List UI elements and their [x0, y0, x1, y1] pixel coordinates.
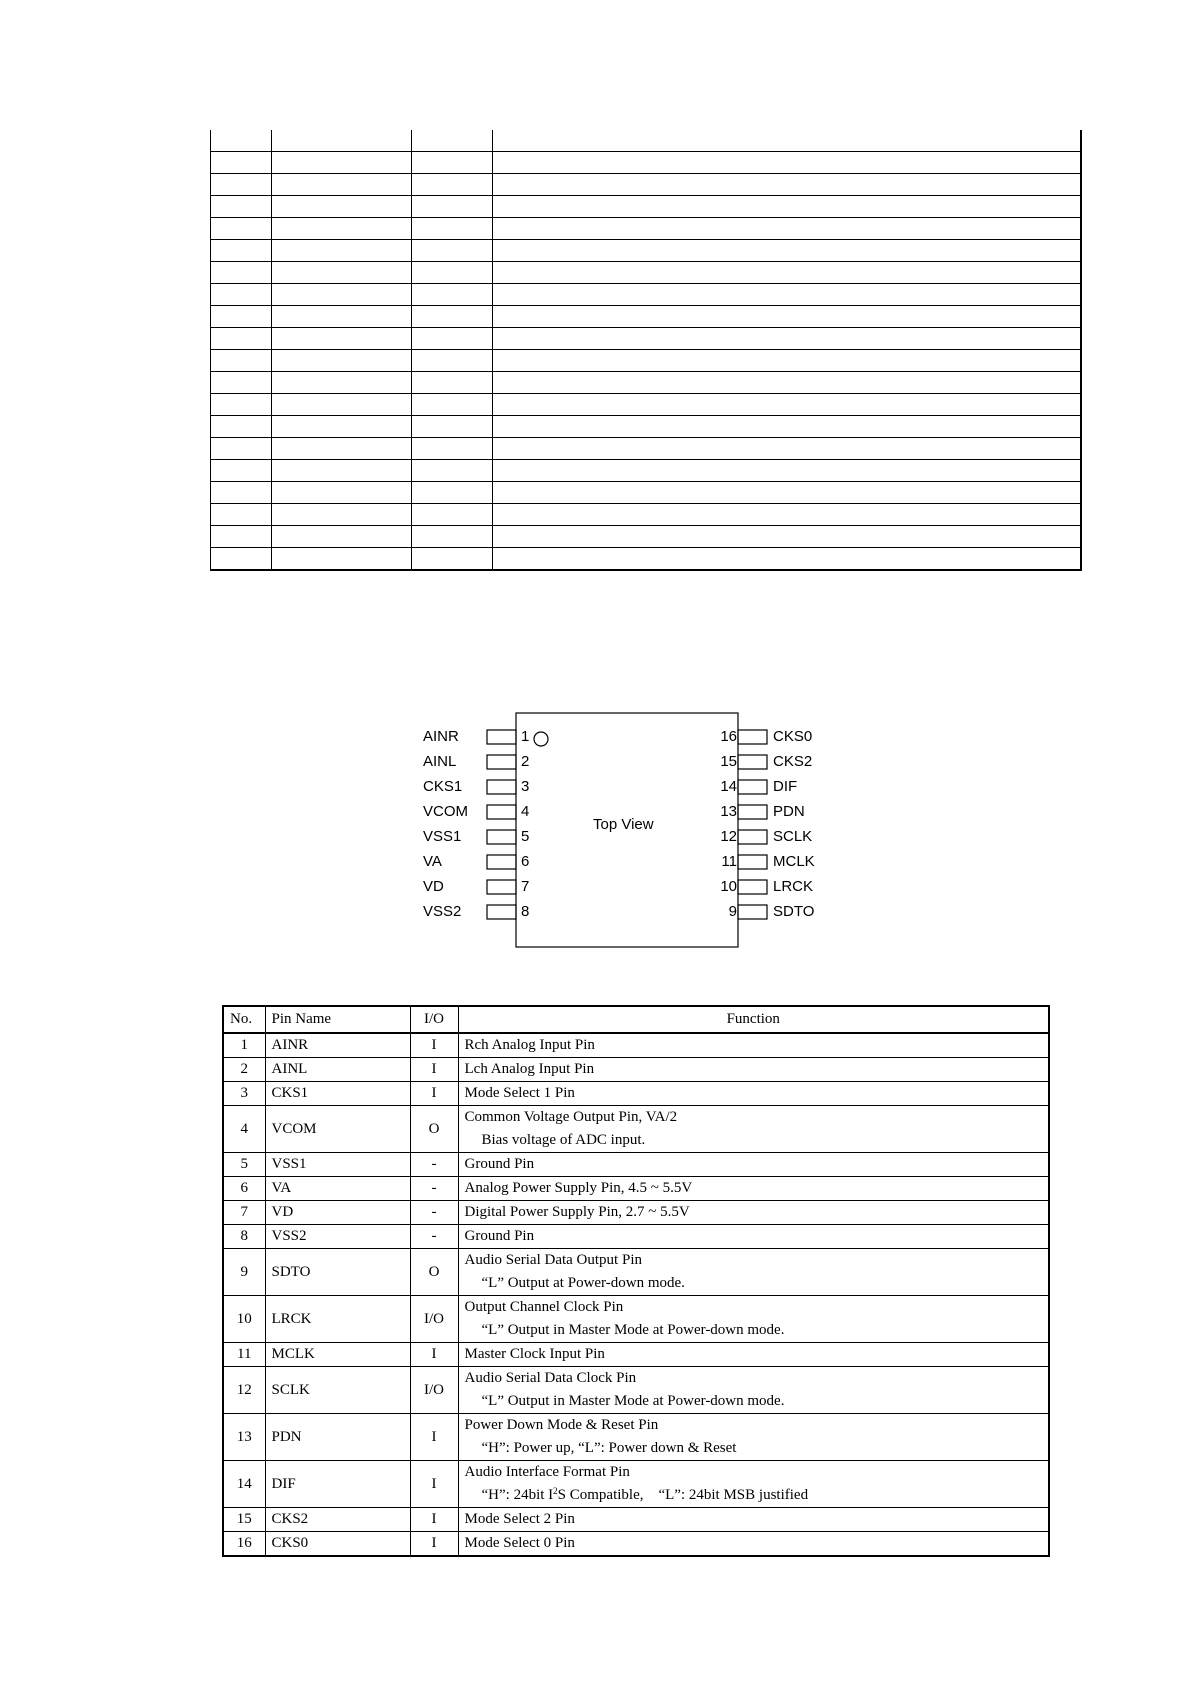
- function-note-part: S Compatible, “L”: 24bit MSB justified: [557, 1487, 809, 1503]
- pin-name-cell: AINR: [265, 1033, 410, 1058]
- pin-function-cell: [458, 1367, 1049, 1414]
- pin-name-label: CKS0: [773, 728, 813, 745]
- function-description: Ground Pin: [464, 1228, 535, 1244]
- pin-number: 6: [521, 853, 530, 870]
- pin-io-cell: O: [410, 1106, 458, 1153]
- blank-table-row: [211, 372, 1081, 394]
- blank-table-row: [211, 504, 1081, 526]
- header-function: Function: [458, 1006, 1049, 1033]
- pin-name-label: VSS2: [423, 903, 462, 920]
- pin-table-row: [223, 1058, 1049, 1082]
- pin-number: 12: [720, 828, 737, 845]
- blank-table-cell: [211, 504, 272, 526]
- function-description: Power Down Mode & Reset Pin: [464, 1417, 659, 1433]
- blank-table-cell: [272, 548, 412, 571]
- blank-table-cell: [412, 174, 493, 196]
- pin-number: 7: [521, 878, 530, 895]
- pin-io-cell: -: [410, 1225, 458, 1249]
- blank-table-cell: [272, 262, 412, 284]
- pin-number: 4: [521, 803, 530, 820]
- pin-number: 15: [720, 753, 737, 770]
- pin-number: 3: [521, 778, 530, 795]
- pin-io-cell: -: [410, 1201, 458, 1225]
- blank-table-cell: [211, 218, 272, 240]
- pin-name-label: MCLK: [773, 853, 815, 870]
- pin-table-row: [223, 1414, 1049, 1461]
- blank-table-cell: [412, 460, 493, 482]
- blank-table-row: [211, 460, 1081, 482]
- pin-number: 8: [521, 903, 530, 920]
- pin-number: 1: [521, 728, 530, 745]
- pin-name-cell: CKS2: [265, 1508, 410, 1532]
- pin-name-label: CKS2: [773, 753, 813, 770]
- pin-number: 16: [720, 728, 737, 745]
- blank-table-cell: [412, 526, 493, 548]
- pin-io-cell: I: [410, 1508, 458, 1532]
- pin-table-row: [223, 1082, 1049, 1106]
- blank-table-cell: [272, 482, 412, 504]
- blank-table-cell: [211, 416, 272, 438]
- pin-name-label: VA: [423, 853, 442, 870]
- function-description: Audio Serial Data Output Pin: [464, 1252, 642, 1268]
- blank-table-cell: [272, 152, 412, 174]
- pin-name-label: DIF: [773, 778, 798, 795]
- function-description: Audio Serial Data Clock Pin: [464, 1370, 637, 1386]
- blank-table-cell: [412, 350, 493, 372]
- pin-name-cell: AINL: [265, 1058, 410, 1082]
- function-description: Audio Interface Format Pin: [464, 1464, 630, 1480]
- pin-table-row: [223, 1177, 1049, 1201]
- pin-io-cell: I: [410, 1033, 458, 1058]
- blank-table-cell: [211, 438, 272, 460]
- pin-number: 5: [521, 828, 530, 845]
- blank-table-cell: [493, 196, 1081, 218]
- blank-table-cell: [412, 262, 493, 284]
- pin-function-cell: [458, 1532, 1049, 1557]
- blank-table-cell: [493, 284, 1081, 306]
- blank-table-cell: [211, 328, 272, 350]
- pin-name-cell: VD: [265, 1201, 410, 1225]
- blank-table-cell: [412, 482, 493, 504]
- blank-table-row: [211, 416, 1081, 438]
- function-note: “L” Output in Master Mode at Power-down mode.: [481, 1322, 785, 1338]
- blank-table-cell: [412, 504, 493, 526]
- blank-table-cell: [493, 482, 1081, 504]
- blank-table-row: [211, 306, 1081, 328]
- blank-table-cell: [493, 350, 1081, 372]
- blank-table-cell: [412, 548, 493, 571]
- blank-table-cell: [211, 240, 272, 262]
- blank-table-row: [211, 174, 1081, 196]
- pin-number-cell: 3: [223, 1082, 265, 1106]
- blank-table-cell: [272, 416, 412, 438]
- pin-name-cell: SCLK: [265, 1367, 410, 1414]
- blank-table-cell: [493, 306, 1081, 328]
- pin-pad-left: [487, 780, 516, 794]
- blank-table-cell: [493, 240, 1081, 262]
- blank-table-cell: [412, 152, 493, 174]
- pin-number-cell: 16: [223, 1532, 265, 1557]
- function-note-superscript: 2: [553, 1486, 558, 1496]
- blank-table-cell: [211, 548, 272, 571]
- blank-table-row: [211, 350, 1081, 372]
- blank-table-cell: [272, 218, 412, 240]
- pin-table-row: [223, 1201, 1049, 1225]
- blank-table-cell: [412, 372, 493, 394]
- blank-table-cell: [493, 460, 1081, 482]
- pin-io-cell: I: [410, 1414, 458, 1461]
- function-note-part: “H”: 24bit I: [481, 1487, 554, 1503]
- function-note: “L” Output in Master Mode at Power-down mode.: [481, 1393, 785, 1409]
- pin-number-cell: 2: [223, 1058, 265, 1082]
- blank-table-cell: [412, 328, 493, 350]
- blank-table-row: [211, 152, 1081, 174]
- blank-table-cell: [211, 350, 272, 372]
- blank-table-cell: [412, 196, 493, 218]
- pin-function-cell: [458, 1225, 1049, 1249]
- pin-table-body: [223, 1033, 1049, 1556]
- function-note: [465, 1484, 1043, 1507]
- pin-function-cell: [458, 1033, 1049, 1058]
- pin-function-cell: [458, 1414, 1049, 1461]
- function-description: Master Clock Input Pin: [464, 1346, 605, 1362]
- pin-pad-right: [738, 730, 767, 744]
- pin-io-cell: -: [410, 1153, 458, 1177]
- blank-table-cell: [412, 306, 493, 328]
- blank-table-cell: [211, 284, 272, 306]
- function-description: Mode Select 0 Pin: [464, 1535, 575, 1551]
- pin-function-cell: [458, 1296, 1049, 1343]
- pin-number: 2: [521, 753, 530, 770]
- pin-function-cell: [458, 1153, 1049, 1177]
- pin-name-cell: VA: [265, 1177, 410, 1201]
- pin-pad-right: [738, 855, 767, 869]
- pin-name-cell: VCOM: [265, 1106, 410, 1153]
- pin-number-cell: 11: [223, 1343, 265, 1367]
- pin-number-cell: 10: [223, 1296, 265, 1343]
- blank-table-cell: [211, 394, 272, 416]
- pin-name-label: AINL: [423, 753, 457, 770]
- blank-table-cell: [412, 240, 493, 262]
- blank-table-row: [211, 394, 1081, 416]
- function-description: Mode Select 2 Pin: [464, 1511, 575, 1527]
- pin-number-cell: 6: [223, 1177, 265, 1201]
- pin-number: 10: [720, 878, 737, 895]
- blank-table-cell: [412, 284, 493, 306]
- pin-function-cell: [458, 1508, 1049, 1532]
- blank-table-cell: [493, 504, 1081, 526]
- pin-table-row: [223, 1532, 1049, 1557]
- pin-table-row: [223, 1296, 1049, 1343]
- blank-table: [210, 130, 1082, 571]
- pin-pad-right: [738, 805, 767, 819]
- pin-number-cell: 15: [223, 1508, 265, 1532]
- blank-table-row: [211, 328, 1081, 350]
- pin-pad-left: [487, 830, 516, 844]
- pin-name-label: SCLK: [773, 828, 813, 845]
- pin-io-cell: -: [410, 1177, 458, 1201]
- blank-table-cell: [272, 438, 412, 460]
- function-description: Common Voltage Output Pin, VA/2: [464, 1109, 678, 1125]
- pin-function-cell: [458, 1201, 1049, 1225]
- blank-table-cell: [412, 438, 493, 460]
- function-note: “H”: Power up, “L”: Power down & Reset: [481, 1440, 737, 1456]
- blank-table-cell: [493, 174, 1081, 196]
- pin-pad-left: [487, 855, 516, 869]
- pin-name-cell: CKS1: [265, 1082, 410, 1106]
- pin-name-cell: SDTO: [265, 1249, 410, 1296]
- pin-table-row: [223, 1508, 1049, 1532]
- blank-table-cell: [272, 460, 412, 482]
- pin-io-cell: I/O: [410, 1367, 458, 1414]
- pin-number-cell: 5: [223, 1153, 265, 1177]
- pin-name-cell: DIF: [265, 1461, 410, 1508]
- blank-table-cell: [272, 372, 412, 394]
- pin-table-row: [223, 1249, 1049, 1296]
- function-description: Analog Power Supply Pin, 4.5 ~ 5.5V: [464, 1180, 693, 1196]
- pin-number-cell: 14: [223, 1461, 265, 1508]
- function-description: Mode Select 1 Pin: [464, 1085, 575, 1101]
- blank-table-cell: [493, 416, 1081, 438]
- pin-table-row: [223, 1343, 1049, 1367]
- pin-pad-left: [487, 730, 516, 744]
- blank-table-cell: [272, 284, 412, 306]
- pin-number: 11: [721, 853, 737, 870]
- pin-name-cell: PDN: [265, 1414, 410, 1461]
- pin-name-label: VSS1: [423, 828, 462, 845]
- pin-number: 14: [720, 778, 737, 795]
- blank-table-cell: [493, 262, 1081, 284]
- pin-table-header: [223, 1006, 1049, 1033]
- blank-table-cell: [211, 306, 272, 328]
- pin-name-cell: VSS2: [265, 1225, 410, 1249]
- blank-table-row: [211, 218, 1081, 240]
- pin-function-cell: [458, 1177, 1049, 1201]
- blank-table-cell: [272, 350, 412, 372]
- blank-table-body: [211, 130, 1081, 570]
- pin-name-label: VD: [423, 878, 444, 895]
- pin-pad-left: [487, 905, 516, 919]
- pin-name-cell: CKS0: [265, 1532, 410, 1557]
- function-description: Digital Power Supply Pin, 2.7 ~ 5.5V: [464, 1204, 690, 1220]
- header-no: No.: [223, 1006, 265, 1033]
- blank-table-cell: [272, 504, 412, 526]
- pin-pad-right: [738, 905, 767, 919]
- blank-table-cell: [493, 218, 1081, 240]
- blank-table-cell: [272, 196, 412, 218]
- function-description: Rch Analog Input Pin: [464, 1037, 595, 1053]
- blank-table-row: [211, 196, 1081, 218]
- blank-table-row: [211, 438, 1081, 460]
- pin-io-cell: I/O: [410, 1296, 458, 1343]
- pin-number-cell: 7: [223, 1201, 265, 1225]
- pin-diagram: [400, 700, 840, 960]
- pin-pad-left: [487, 755, 516, 769]
- pin-function-table: [222, 1005, 1050, 1557]
- function-note: “L” Output at Power-down mode.: [481, 1275, 685, 1291]
- blank-table-cell: [493, 328, 1081, 350]
- blank-table-cell: [211, 460, 272, 482]
- function-description: Ground Pin: [464, 1156, 535, 1172]
- pin-table-row: [223, 1461, 1049, 1508]
- function-note: Bias voltage of ADC input.: [481, 1132, 646, 1148]
- pin-name-label: LRCK: [773, 878, 814, 895]
- blank-table-row: [211, 548, 1081, 571]
- pin-number-cell: 1: [223, 1033, 265, 1058]
- pin-name-label: AINR: [423, 728, 459, 745]
- pin-name-label: CKS1: [423, 778, 463, 795]
- blank-table-cell: [493, 372, 1081, 394]
- header-pin-name: Pin Name: [265, 1006, 410, 1033]
- blank-table-cell: [493, 394, 1081, 416]
- pin-io-cell: O: [410, 1249, 458, 1296]
- blank-table-cell: [211, 372, 272, 394]
- blank-table-cell: [211, 174, 272, 196]
- blank-table-cell: [272, 174, 412, 196]
- pin-number-cell: 13: [223, 1414, 265, 1461]
- blank-table-row: [211, 482, 1081, 504]
- blank-table-cell: [211, 262, 272, 284]
- blank-table-cell: [211, 130, 272, 152]
- blank-table-row: [211, 526, 1081, 548]
- pin-pad-right: [738, 780, 767, 794]
- blank-table-row: [211, 130, 1081, 152]
- blank-table-cell: [493, 526, 1081, 548]
- pin-name-label: VCOM: [423, 803, 468, 820]
- blank-table-cell: [211, 482, 272, 504]
- pin-number-cell: 9: [223, 1249, 265, 1296]
- pin-table-row: [223, 1106, 1049, 1153]
- blank-table-row: [211, 284, 1081, 306]
- pin-name-cell: MCLK: [265, 1343, 410, 1367]
- blank-table-cell: [272, 240, 412, 262]
- pin-name-label: SDTO: [773, 903, 815, 920]
- pin-function-cell: [458, 1058, 1049, 1082]
- pin-table-row: [223, 1033, 1049, 1058]
- pin-pad-left: [487, 805, 516, 819]
- pin-io-cell: I: [410, 1058, 458, 1082]
- blank-table-cell: [493, 438, 1081, 460]
- pin-table-row: [223, 1153, 1049, 1177]
- function-description: Lch Analog Input Pin: [464, 1061, 595, 1077]
- pin-name-cell: LRCK: [265, 1296, 410, 1343]
- blank-table-cell: [493, 548, 1081, 571]
- pin-pad-right: [738, 830, 767, 844]
- pin-number-cell: 4: [223, 1106, 265, 1153]
- pin-name-cell: VSS1: [265, 1153, 410, 1177]
- top-view-label: Top View: [593, 816, 654, 833]
- blank-table-cell: [211, 196, 272, 218]
- blank-table-cell: [493, 152, 1081, 174]
- pin-function-cell: [458, 1249, 1049, 1296]
- blank-table-cell: [272, 306, 412, 328]
- pin-io-cell: I: [410, 1343, 458, 1367]
- blank-table-cell: [272, 526, 412, 548]
- pin-function-cell: [458, 1343, 1049, 1367]
- blank-table-cell: [412, 130, 493, 152]
- pin-io-cell: I: [410, 1532, 458, 1557]
- blank-table-cell: [412, 394, 493, 416]
- blank-table-cell: [272, 328, 412, 350]
- pin-number-cell: 8: [223, 1225, 265, 1249]
- header-io: I/O: [410, 1006, 458, 1033]
- pin-io-cell: I: [410, 1461, 458, 1508]
- blank-table-cell: [211, 152, 272, 174]
- pin-function-cell: [458, 1106, 1049, 1153]
- pin-number: 9: [728, 903, 737, 920]
- blank-table-cell: [412, 218, 493, 240]
- pin-pad-right: [738, 880, 767, 894]
- pin-function-cell: [458, 1082, 1049, 1106]
- pin-pad-left: [487, 880, 516, 894]
- blank-table-cell: [493, 130, 1081, 152]
- pin-name-label: PDN: [773, 803, 805, 820]
- blank-table-cell: [272, 130, 412, 152]
- pin-table-row: [223, 1367, 1049, 1414]
- pin-pad-right: [738, 755, 767, 769]
- pin-number: 13: [720, 803, 737, 820]
- pin-io-cell: I: [410, 1082, 458, 1106]
- pin-table-row: [223, 1225, 1049, 1249]
- pin-function-cell: [458, 1461, 1049, 1508]
- blank-table-cell: [412, 416, 493, 438]
- blank-table-cell: [272, 394, 412, 416]
- blank-table-row: [211, 262, 1081, 284]
- blank-table-row: [211, 240, 1081, 262]
- pin-number-cell: 12: [223, 1367, 265, 1414]
- blank-table-cell: [211, 526, 272, 548]
- function-description: Output Channel Clock Pin: [464, 1299, 624, 1315]
